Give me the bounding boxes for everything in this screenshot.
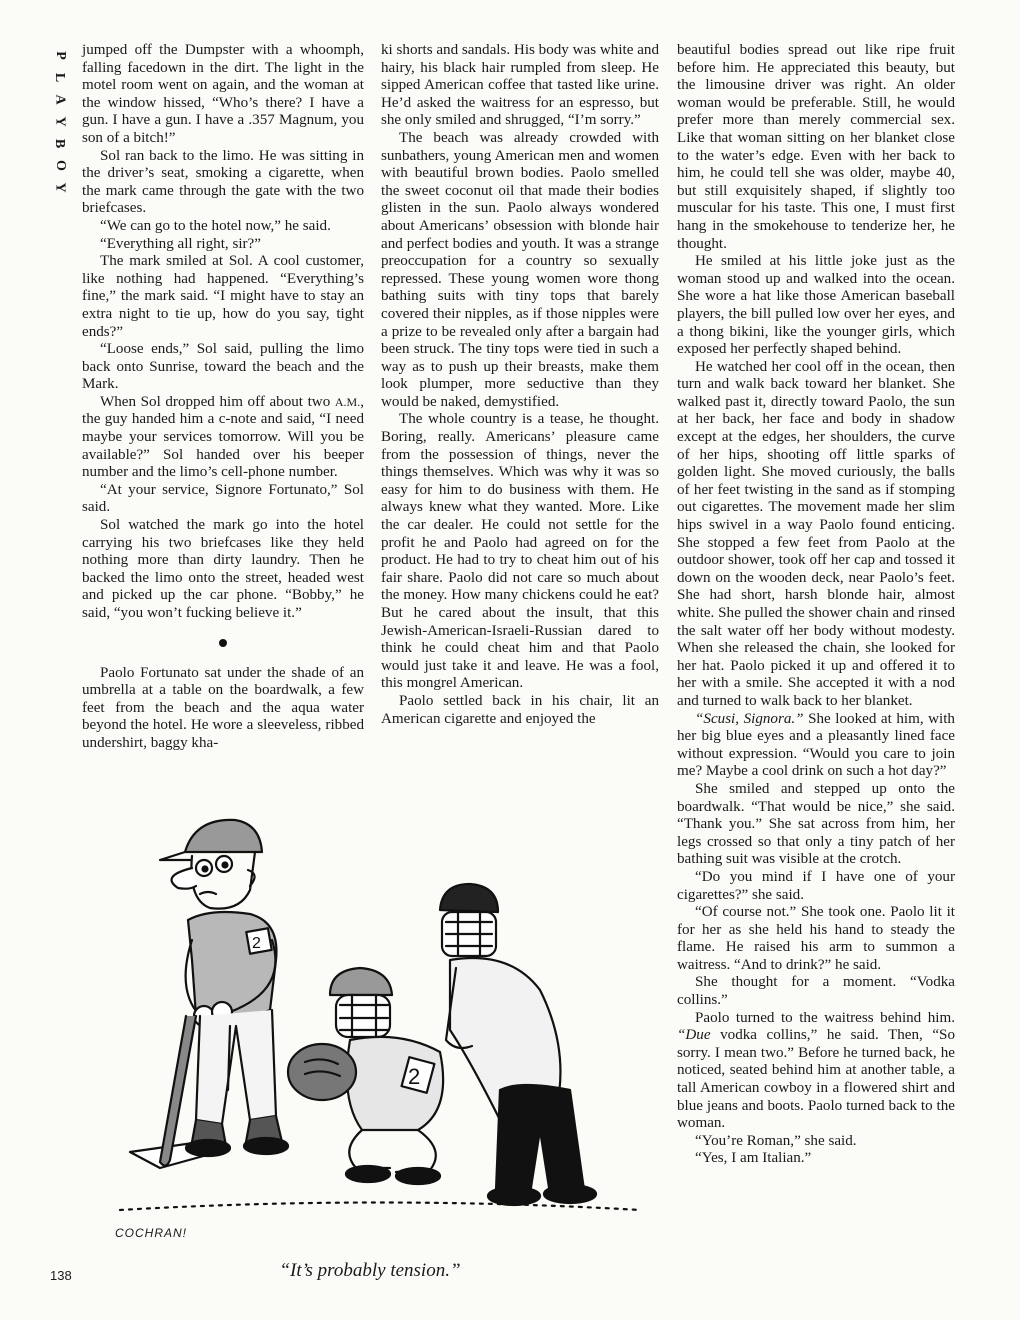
- paragraph: He watched her cool off in the ocean, then turn and walk back toward her blanket. She walked past it, directly toward Paolo, the sun at her back, her face and body in shadow except at the edges, her shoulders, the curve of her hips, shooting off little sparks of golden light. She moved curiously, the balls of her feet twisting in the sand as if stomping out cigarettes. The movement made her slim hips swivel in a way Paolo found enticing. She stopped a few feet from Paolo at the outdoor shower, took off her cap and tossed it down on the wooden deck, near Paolo’s feet. She had short, harsh blonde hair, almost white. She pulled the shower chain and rinsed the salt water off her body without modesty. When she released the chain, she looked for her hat. Paolo picked it up and offered it to her with a smile. She accepted it with a nod and turned to walk back to her blanket.: [677, 358, 955, 709]
- text-column-1: [82, 42, 364, 753]
- paragraph: “We can go to the hotel now,” he said.: [100, 217, 331, 234]
- page-number: 138: [50, 1268, 72, 1283]
- catcher-jersey-number: 2: [408, 1064, 421, 1089]
- paragraph: ki shorts and sandals. His body was white and hairy, his black hair rumpled from sleep. He sipped American coffee that tasted like urine. He’d asked the waitress for an espresso, but she only smiled and shrugged, “I’m sorry.”: [381, 42, 659, 129]
- section-break-bullet: [219, 639, 227, 647]
- paragraph: Paolo turned to the waitress behind him. “Due vodka collins,” he said. Then, “So sorry. I mean two.” Before he turned back, he noticed, seated behind him at another table, a tall American cowboy in a flowered shirt and blue jeans and boots. Paolo turned back to the woman.: [677, 1009, 955, 1132]
- paragraph: The beach was already crowded with sunbathers, young American men and women with beautiful brown bodies. Paolo smelled the sweet coconut oil that made their bodies glisten in the sun. Paolo always wondered about Americans’ obsession with blonde hair and perfect bodies and youth. It was a strange preoccupation for a country so sexually repressed. These young women wore thong bathing suits with tiny tops that barely covered their nipples, as if those nipples were a prize to be revealed only after a bargain had been struck. The tiny tops were tied in such a way as to push up their breasts, make them look plumper, more seductive than they would be naked, demystified.: [381, 129, 659, 410]
- text-column-2: [381, 42, 659, 728]
- paragraph: “Yes, I am Italian.”: [695, 1150, 812, 1167]
- paragraph: jumped off the Dumpster with a whoomph, falling facedown in the dirt. The light in the motel room went on again, and the woman at the window hissed, “Who’s there? I have a gun. I have a gun. I have a .357 Magnum, you son of a bitch!”: [82, 42, 364, 146]
- paragraph: She smiled and stepped up onto the boardwalk. “That would be nice,” she said. “Thank you.” She sat across from him, her legs crossed so that only a tiny patch of her bathing suit was visible at the crotch.: [677, 780, 955, 868]
- paragraph: The whole country is a tease, he thought. Boring, really. Americans’ pleasure came from the possession of things, never the things themselves. Which was why it was so easy for him to do business with them. He always knew what they wanted. More. Like the car dealer. He could not settle for the profit he and Paolo had agreed on for the product. He had to try to cheat him out of his fair share. Paolo did not care so much about the money. How many chickens could he eat? But he cared about the insult, that this Jewish-American-Israeli-Russian dared to think he could cheat him and that Paolo would just take it and leave. He was a fool, this mongrel American.: [381, 411, 659, 692]
- paragraph: Sol watched the mark go into the hotel carrying his two briefcases like they held nothing more than dirty laundry. Then he backed the limo onto the street, headed west and picked up the car phone. “Bobby,” he said, “you won’t fucking believe it.”: [82, 517, 364, 621]
- paragraph: “Do you mind if I have one of your cigarettes?” she said.: [677, 868, 955, 903]
- paragraph: She thought for a moment. “Vodka collins.”: [677, 974, 955, 1009]
- batter-figure: [160, 820, 288, 1166]
- text-column-3: [677, 42, 955, 1168]
- paragraph: “Of course not.” She took one. Paolo lit it for her as she held his hand to steady the flame. He raised his arm to summon a waitress. “And to drink?” he said.: [677, 904, 955, 973]
- paragraph: beautiful bodies spread out like ripe fruit before him. He appreciated this beauty, but the limousine driver was right. An older woman would be preferable. Still, he would prefer more than merely commercial sex. Like that woman sitting on her blanket close to the water’s edge. Even with her back to him, he could tell she was older, maybe 40, but still exquisitely shaped, if slightly too muscular for his taste. This one, I must first hang in the smokehouse to tenderize her, he thought.: [677, 42, 955, 252]
- paragraph: Paolo settled back in his chair, lit an American cigarette and enjoyed the: [381, 692, 659, 727]
- paragraph: He smiled at his little joke just as the woman stood up and walked into the ocean. She wore a hat like those American baseball players, the bill pulled low over her eyes, and a thong bikini, like the younger girls, which exposed her perfectly shaped behind.: [677, 253, 955, 358]
- paragraph: “You’re Roman,” she said.: [695, 1132, 857, 1149]
- artist-signature: COCHRAN!: [115, 1226, 188, 1240]
- paragraph: Paolo Fortunato sat under the shade of an umbrella at a table on the boardwalk, a few feet from the beach and the aqua water beyond the hotel. He wore a sleeveless, ribbed undershirt, baggy kha-: [82, 664, 364, 751]
- baseball-cartoon: [100, 790, 660, 1250]
- magazine-label: P L A Y B O Y: [52, 51, 68, 193]
- paragraph: The mark smiled at Sol. A cool customer, like nothing had happened. “Everything’s fine,” the mark said. “I might have to stay an extra night to tie up, how do you say, tight ends?”: [82, 253, 364, 340]
- cartoon-caption: “It’s probably tension.”: [279, 1260, 461, 1281]
- paragraph: “Scusi, Signora.” She looked at him, with her big blue eyes and a pleasantly lined face without expression. “Would you care to join me? Maybe a cool drink on such a hot day?”: [677, 710, 955, 780]
- paragraph: “Loose ends,” Sol said, pulling the limo back onto Sunrise, toward the beach and the Mark.: [82, 341, 364, 393]
- umpire-figure: [440, 884, 596, 1205]
- paragraph: “At your service, Signore Fortunato,” Sol said.: [82, 481, 364, 516]
- paragraph: When Sol dropped him off about two A.M., the guy handed him a c-note and said, “I need maybe your services tomorrow. Will you be available?” Sol handed over his beeper number and the limo’s cell-phone number.: [82, 393, 364, 481]
- batter-jersey-number: 2: [252, 935, 261, 952]
- paragraph: Sol ran back to the limo. He was sitting in the driver’s seat, smoking a cigarette, when the mark came through the gate with the two briefcases.: [82, 147, 364, 217]
- paragraph: “Everything all right, sir?”: [100, 235, 261, 252]
- catcher-figure: [288, 968, 443, 1184]
